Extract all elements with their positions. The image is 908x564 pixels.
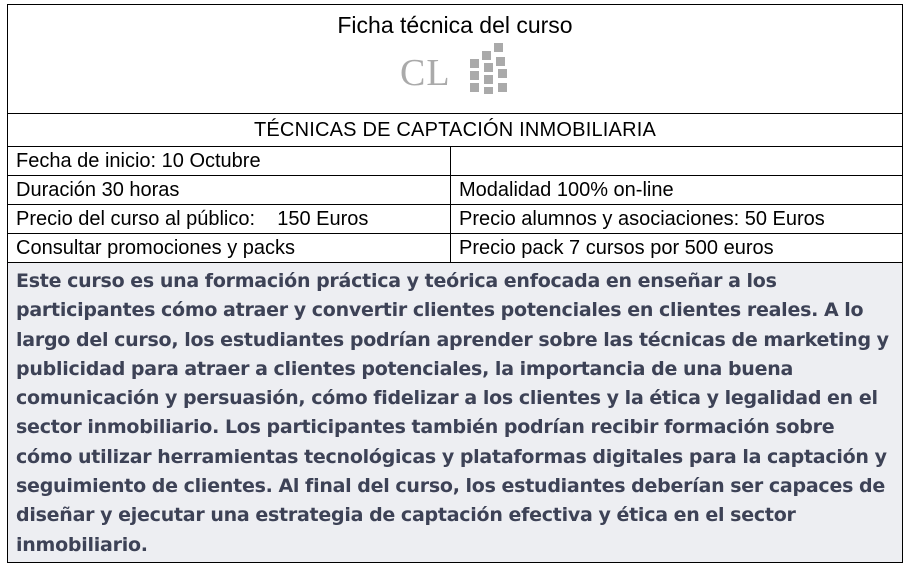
cl-logo [400, 39, 520, 99]
logo-squares-icon [460, 41, 516, 97]
course-description: Este curso es una formación práctica y teórica enfocada en enseñar a los participantes cómo atraer y convertir clientes potenciales en clientes reales. A lo largo del curso, los estudiantes podrían aprender sobre las técnicas de marketing y publicidad para atraer a clientes potenciales, la importancia de una buena comunicación y persuasión, cómo fidelizar a los clientes y la ética y legalidad en el sector inmobiliario. Los participantes también podrían recibir formación sobre cómo utilizar herramientas tecnológicas y plataformas digitales para la captación y seguimiento de clientes. Al final del curso, los estudiantes deberían ser capaces de diseñar y ejecutar una estrategia de captación efectiva y ética en el sector inmobiliario. [16, 270, 889, 556]
logo-text: CL [400, 52, 451, 94]
modality-cell: Modalidad 100% on-line [451, 176, 903, 205]
sheet-title: Ficha técnica del curso [337, 12, 573, 38]
promotions-cell: Consultar promociones y packs [8, 234, 451, 263]
public-price-cell [8, 205, 451, 234]
course-name-cell [8, 114, 903, 147]
header-cell [8, 5, 903, 114]
pack-price-cell: Precio pack 7 cursos por 500 euros [451, 234, 903, 263]
public-price: Precio del curso al público: 150 Euros [16, 208, 369, 230]
course-sheet-table [7, 4, 903, 563]
student-price-cell: Precio alumnos y asociaciones: 50 Euros [451, 205, 903, 234]
empty-cell [451, 147, 903, 176]
course-name: TÉCNICAS DE CAPTACIÓN INMOBILIARIA [253, 119, 657, 141]
duration-cell: Duración 30 horas [8, 176, 451, 205]
description-cell [8, 263, 903, 563]
start-date-cell: Fecha de inicio: 10 Octubre [8, 147, 451, 176]
